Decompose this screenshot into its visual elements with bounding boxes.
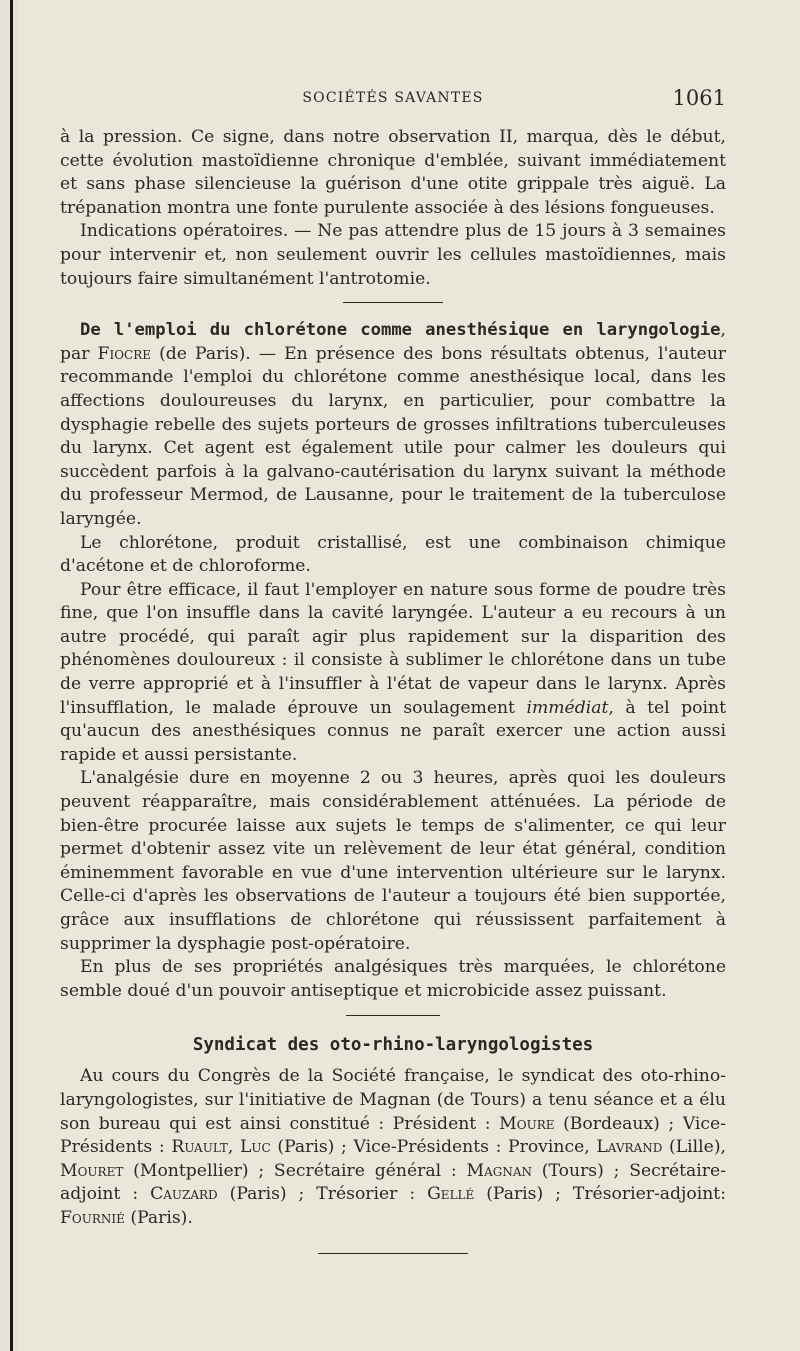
member-name: Luc (239, 1137, 271, 1158)
member-name: Moure (499, 1113, 555, 1134)
page-number: 1061 (672, 86, 726, 110)
emphasis: immédiat (526, 697, 609, 718)
member-name: Ruault (171, 1137, 228, 1158)
syndicat-paragraph: Au cours du Congrès de la Société française, le syndicat des oto-rhino-laryngologistes, sur l'initiative de Magnan (de Tours) a tenu séance et a élu son bureau qui est ainsi constitué : Président : Moure (Bordeaux) ; Vice-Présidents : Ruault, Luc (Paris) ; Vice-Présidents : Province, Lavrand (Lille), Mouret (Montpellier) ; Secrétaire général : Magnan (Tours) ; Secrétaire-adjoint : Cauzard (Paris) ; Trésorier : Gellé (Paris) ; Trésorier-adjoint: Fournié (Paris). (60, 1066, 726, 1228)
mastoid-paragraph-1: à la pression. Ce signe, dans notre observation II, marqua, dès le début, cette évolution mastoïdienne chronique d'emblée, suivant immédiatement et sans phase silencieuse la guérison d'une otite grippale très aiguë. La trépanation montra une fonte purulente associée à des lésions fongueuses. (60, 127, 726, 218)
member-name: Fournié (60, 1207, 125, 1228)
running-head: SOCIÉTÉS SAVANTES (302, 90, 484, 106)
page-edge (10, 0, 13, 1351)
author-name: Fiocre (97, 343, 152, 364)
member-name: Mouret (60, 1160, 124, 1181)
member-name: Magnan (466, 1160, 533, 1181)
chloretone-paragraph-5: En plus de ses propriétés analgésiques très marquées, le chlorétone semble doué d'un pouvoir antiseptique et microbicide assez puissant. (60, 957, 726, 1001)
section-divider (346, 1015, 440, 1016)
chloretone-paragraph-4: L'analgésie dure en moyenne 2 ou 3 heures, après quoi les douleurs peuvent réapparaître, mais considérablement atténuées. La période de bien-être procurée laisse aux sujets le temps de s'alimenter, ce qui leur permet d'obtenir assez vite un relèvement de leur état général, condition éminemment favorable en vue d'une intervention ultérieure sur le larynx. Celle-ci d'après les observations de l'auteur a toujours été bien supportée, grâce aux insufflations de chlorétone qui réussissent parfaitement à supprimer la dysphagie post-opératoire. (60, 768, 726, 954)
member-name: Gellé (427, 1184, 475, 1205)
page-header (60, 86, 726, 116)
mastoid-paragraph-2: Indications opératoires. — Ne pas attendre plus de 15 jours à 3 semaines pour intervenir et, non seulement ouvrir les cellules mastoïdiennes, mais toujours faire simultanément l'antrotomie. (60, 221, 726, 289)
chloretone-paragraph-2: Le chlorétone, produit cristallisé, est une combinaison chimique d'acétone et de chloroforme. (60, 532, 726, 577)
section-divider (343, 302, 443, 303)
chloretone-lead-paragraph: De l'emploi du chlorétone comme anesthésique en laryngologie, par Fiocre (de Paris). — En présence des bons résultats obtenus, l'auteur recommande l'emploi du chlorétone comme anesthésique local, dans les affections douloureuses du larynx, en particulier, pour combattre la dysphagie rebelle des sujets porteurs de grosses infiltrations tuberculeuses du larynx. Cet agent est également utile pour calmer les douleurs qui succèdent parfois à la galvano-cautérisation du larynx suivant la méthode du professeur Mermod, de Lausanne, pour le traitement de la tuberculose laryngée. (60, 320, 726, 529)
syndicat-title: Syndicat des oto-rhino-laryngologistes (192, 1035, 594, 1056)
chloretone-title: De l'emploi du chlorétone comme anesthésique en laryngologie (80, 320, 721, 341)
member-name: Lavrand (596, 1137, 663, 1158)
chloretone-paragraph-3: Pour être efficace, il faut l'employer en nature sous forme de poudre très fine, que l'on insuffle dans la cavité laryngée. L'auteur a eu recours à un autre procédé, qui paraît agir plus rapidement sur la disparition des phénomènes douloureux : il consiste à sublimer le chlorétone dans un tube de verre approprié et à l'insuffler à l'état de vapeur dans le larynx. Après l'insufflation, le malade éprouve un soulagement immédiat, à tel point qu'aucun des anesthésiques connus ne paraît exercer une action aussi rapide et aussi persistante. (60, 579, 726, 765)
closing-divider (318, 1253, 468, 1254)
member-name: Cauzard (150, 1184, 218, 1205)
page-body (60, 126, 726, 1254)
